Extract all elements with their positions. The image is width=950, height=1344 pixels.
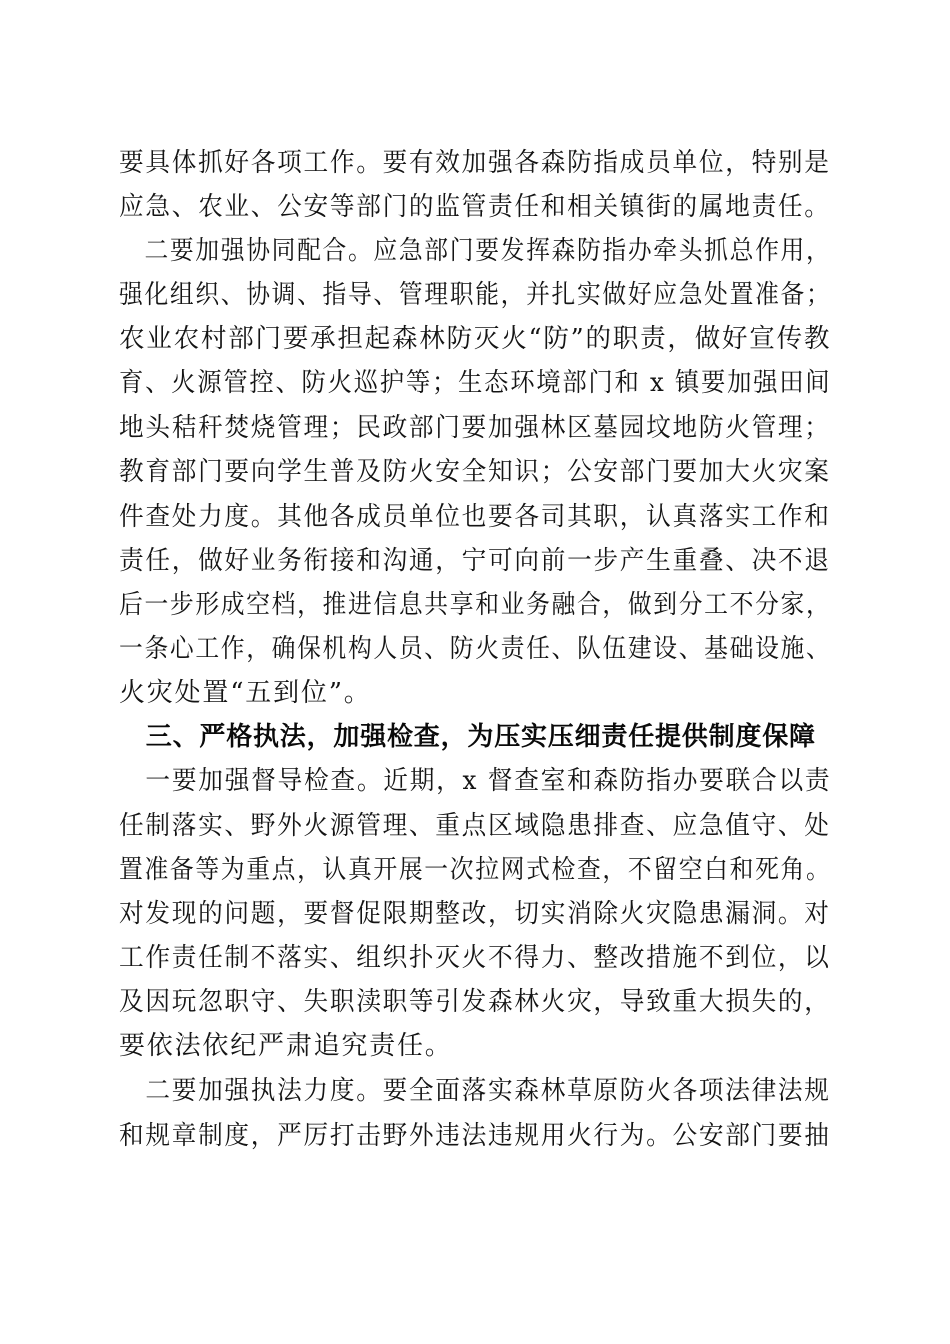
text-line: 和规章制度，严厉打击野外违法违规用火行为。公安部门要抽 bbox=[119, 1121, 831, 1151]
text-line: 工作责任制不落实、组织扑灭火不得力、整改措施不到位，以 bbox=[119, 943, 831, 973]
text-line: 责任，做好业务衔接和沟通，宁可向前一步产生重叠、决不退 bbox=[119, 546, 831, 576]
text-line: 件查处力度。其他各成员单位也要各司其职，认真落实工作和 bbox=[119, 502, 831, 532]
text-line: 应急、农业、公安等部门的监管责任和相关镇街的属地责任。 bbox=[119, 192, 831, 222]
text-line: 育、火源管控、防火巡护等；生态环境部门和 x 镇要加强田间 bbox=[119, 368, 832, 398]
text-line: 置准备等为重点，认真开展一次拉网式检查，不留空白和死角。 bbox=[119, 855, 832, 885]
text-line: 任制落实、野外火源管理、重点区域隐患排查、应急值守、处 bbox=[119, 811, 831, 841]
text-line: 要具体抓好各项工作。要有效加强各森防指成员单位，特别是 bbox=[119, 148, 831, 178]
text-line: 后一步形成空档，推进信息共享和业务融合，做到分工不分家， bbox=[119, 590, 832, 620]
text-line: 火灾处置“五到位”。 bbox=[119, 678, 372, 708]
text-line: 二要加强执法力度。要全面落实森林草原防火各项法律法规 bbox=[119, 1076, 831, 1106]
text-line: 教育部门要向学生普及防火安全知识；公安部门要加大火灾案 bbox=[119, 457, 831, 487]
text-line: 强化组织、协调、指导、管理职能，并扎实做好应急处置准备； bbox=[119, 280, 832, 310]
text-line: 一要加强督导检查。近期，x 督查室和森防指办要联合以责 bbox=[119, 766, 832, 796]
section-heading: 三、严格执法，加强检查，为压实压细责任提供制度保障 bbox=[119, 722, 816, 752]
text-line: 对发现的问题，要督促限期整改，切实消除火灾隐患漏洞。对 bbox=[119, 899, 831, 929]
text-line: 地头秸秆焚烧管理；民政部门要加强林区墓园坟地防火管理； bbox=[119, 413, 831, 443]
text-line: 二要加强协同配合。应急部门要发挥森防指办牵头抓总作用， bbox=[119, 236, 832, 266]
text-line: 一条心工作，确保机构人员、防火责任、队伍建设、基础设施、 bbox=[119, 634, 832, 664]
text-line: 要依法依纪严肃追究责任。 bbox=[119, 1031, 453, 1061]
text-line: 及因玩忽职守、失职渎职等引发森林火灾，导致重大损失的， bbox=[119, 987, 831, 1017]
text-line: 农业农村部门要承担起森林防灭火“防”的职责，做好宣传教 bbox=[119, 324, 832, 354]
